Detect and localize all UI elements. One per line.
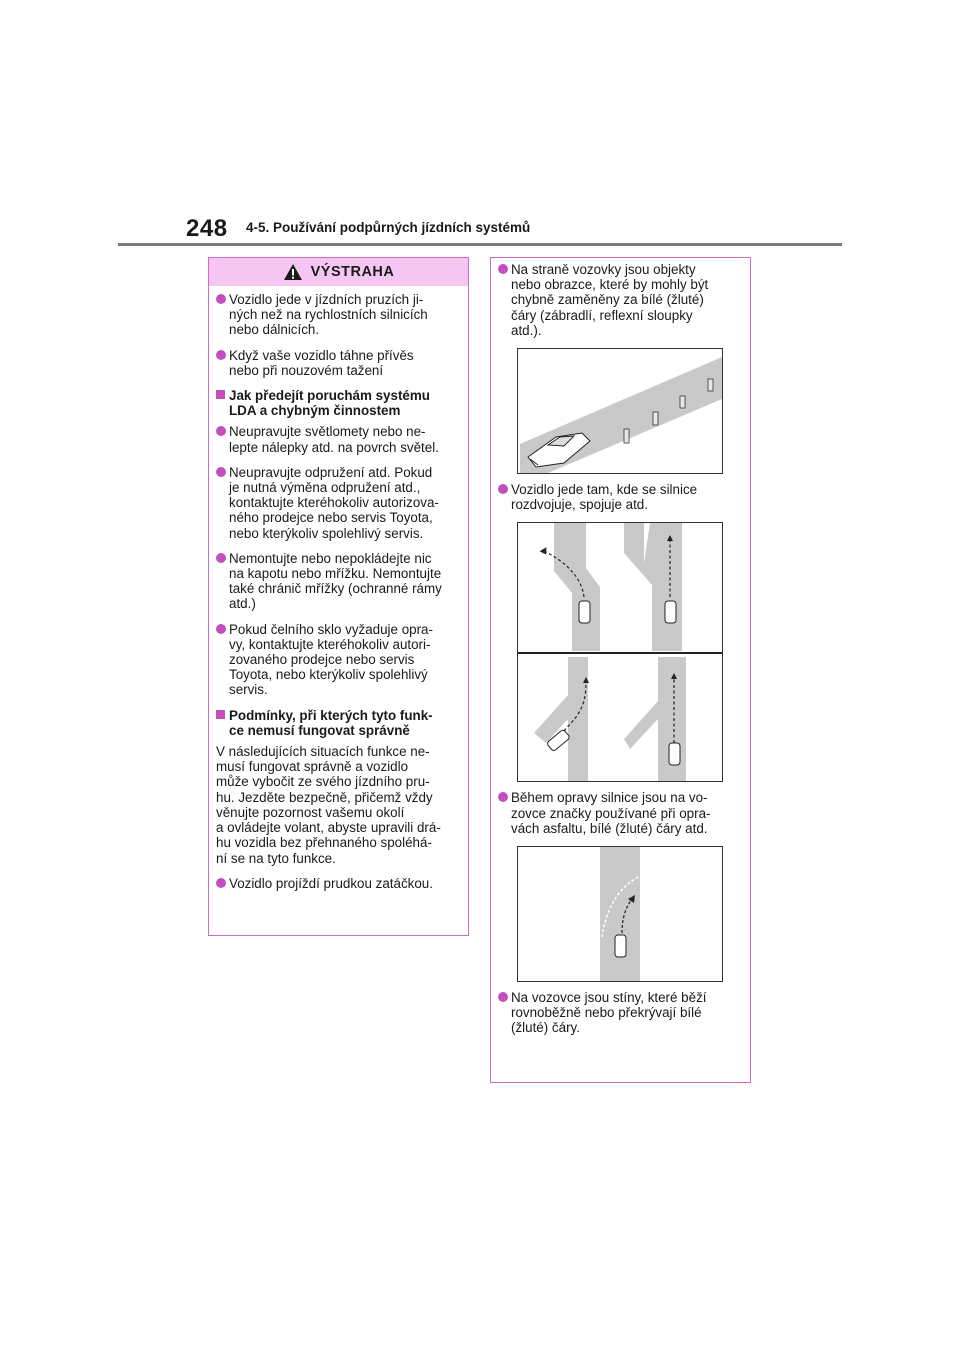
page-number: 248 (186, 215, 228, 242)
warning-item (216, 424, 461, 454)
condition-item (498, 990, 743, 1036)
figure-roadside-posts (517, 348, 723, 474)
warning-triangle-icon (283, 263, 303, 281)
circle-bullet-icon (216, 624, 226, 634)
page-header-title: 4-5. Používání podpůrných jízdních systémů (246, 220, 531, 235)
condition-item (498, 790, 743, 836)
warning-item-text: Pokud čelního sklo vyžaduje opra- vy, kontaktujte kteréhokoliv autori- zovaného prodejce nebo servis Toyota, nebo kterýkoliv spolehlivý servis. (229, 621, 433, 698)
warning-item (216, 348, 461, 378)
square-bullet-icon (216, 710, 225, 719)
header-divider (118, 243, 842, 246)
section-heading (216, 708, 461, 738)
warning-box (208, 257, 469, 936)
circle-bullet-icon (216, 553, 226, 563)
warning-item (216, 292, 461, 338)
warning-item (216, 551, 461, 612)
warning-item-text: Neupravujte světlomety nebo ne- lepte nálepky atd. na povrch světel. (229, 424, 439, 455)
circle-bullet-icon (498, 484, 508, 494)
circle-bullet-icon (216, 878, 226, 888)
continued-warning-box (490, 257, 751, 1083)
section-heading (216, 388, 461, 418)
condition-item-text: Vozidlo jede tam, kde se silnice rozdvojuje, spojuje atd. (511, 482, 698, 513)
condition-item-text: Na straně vozovky jsou objekty nebo obrazce, které by mohly být chybně zaměněny za bílé (žluté) čáry (zábradlí, reflexní sloupky atd.). (511, 262, 709, 338)
figure-road-split-merge (517, 522, 723, 782)
circle-bullet-icon (216, 350, 226, 360)
circle-bullet-icon (498, 992, 508, 1002)
circle-bullet-icon (216, 294, 226, 304)
warning-item-text: Vozidlo projíždí prudkou zatáčkou. (229, 875, 433, 891)
square-bullet-icon (216, 390, 225, 399)
section-intro-paragraph: V následujících situacích funkce ne- musí fungovat správně a vozidlo může vybočit ze svého jízdního pru- hu. Jezděte bezpečně, přičemž vždy věnujte pozornost vašemu okolí a ovládejte volant, abyste upravili drá- hu vozidla bez přehnaného spoléhá- ní se na tyto funkce. (216, 744, 441, 866)
warning-item (216, 465, 461, 541)
circle-bullet-icon (498, 792, 508, 802)
warning-item-text: Když vaše vozidlo táhne přívěs nebo při nouzovém tažení (229, 347, 414, 378)
condition-item (498, 262, 743, 338)
condition-item (498, 482, 743, 512)
warning-item-text: Nemontujte nebo nepokládejte nic na kapotu nebo mřížku. Nemontujte také chránič mřížky (ochranné rámy atd.) (229, 550, 442, 612)
warning-label: VÝSTRAHA (310, 264, 395, 280)
warning-header (209, 258, 468, 286)
condition-item-text: Během opravy silnice jsou na vo- zovce značky používané při opra- vách asfaltu, bílé (žluté) čáry atd. (511, 790, 711, 836)
circle-bullet-icon (216, 426, 226, 436)
condition-item-text: Na vozovce jsou stíny, které běží rovnoběžně nebo překrývají bílé (žluté) čáry. (511, 990, 707, 1036)
warning-item (216, 622, 461, 698)
circle-bullet-icon (216, 467, 226, 477)
section-heading-text: Podmínky, při kterých tyto funk- ce nemusí fungovat správně (229, 707, 433, 738)
warning-item-text: Vozidlo jede v jízdních pruzích ji- ných než na rychlostních silnicích nebo dálnicích. (229, 292, 428, 338)
circle-bullet-icon (498, 264, 508, 274)
warning-item-text: Neupravujte odpružení atd. Pokud je nutná výměna odpružení atd., kontaktujte kteréhokoliv autorizova- ného prodejce nebo servis Toyota, nebo kterýkoliv spolehlivý servis. (229, 464, 439, 541)
figure-road-repair-marks (517, 846, 723, 982)
section-heading-text: Jak předejít poruchám systému LDA a chybným činnostem (229, 388, 430, 419)
warning-item (216, 876, 461, 891)
